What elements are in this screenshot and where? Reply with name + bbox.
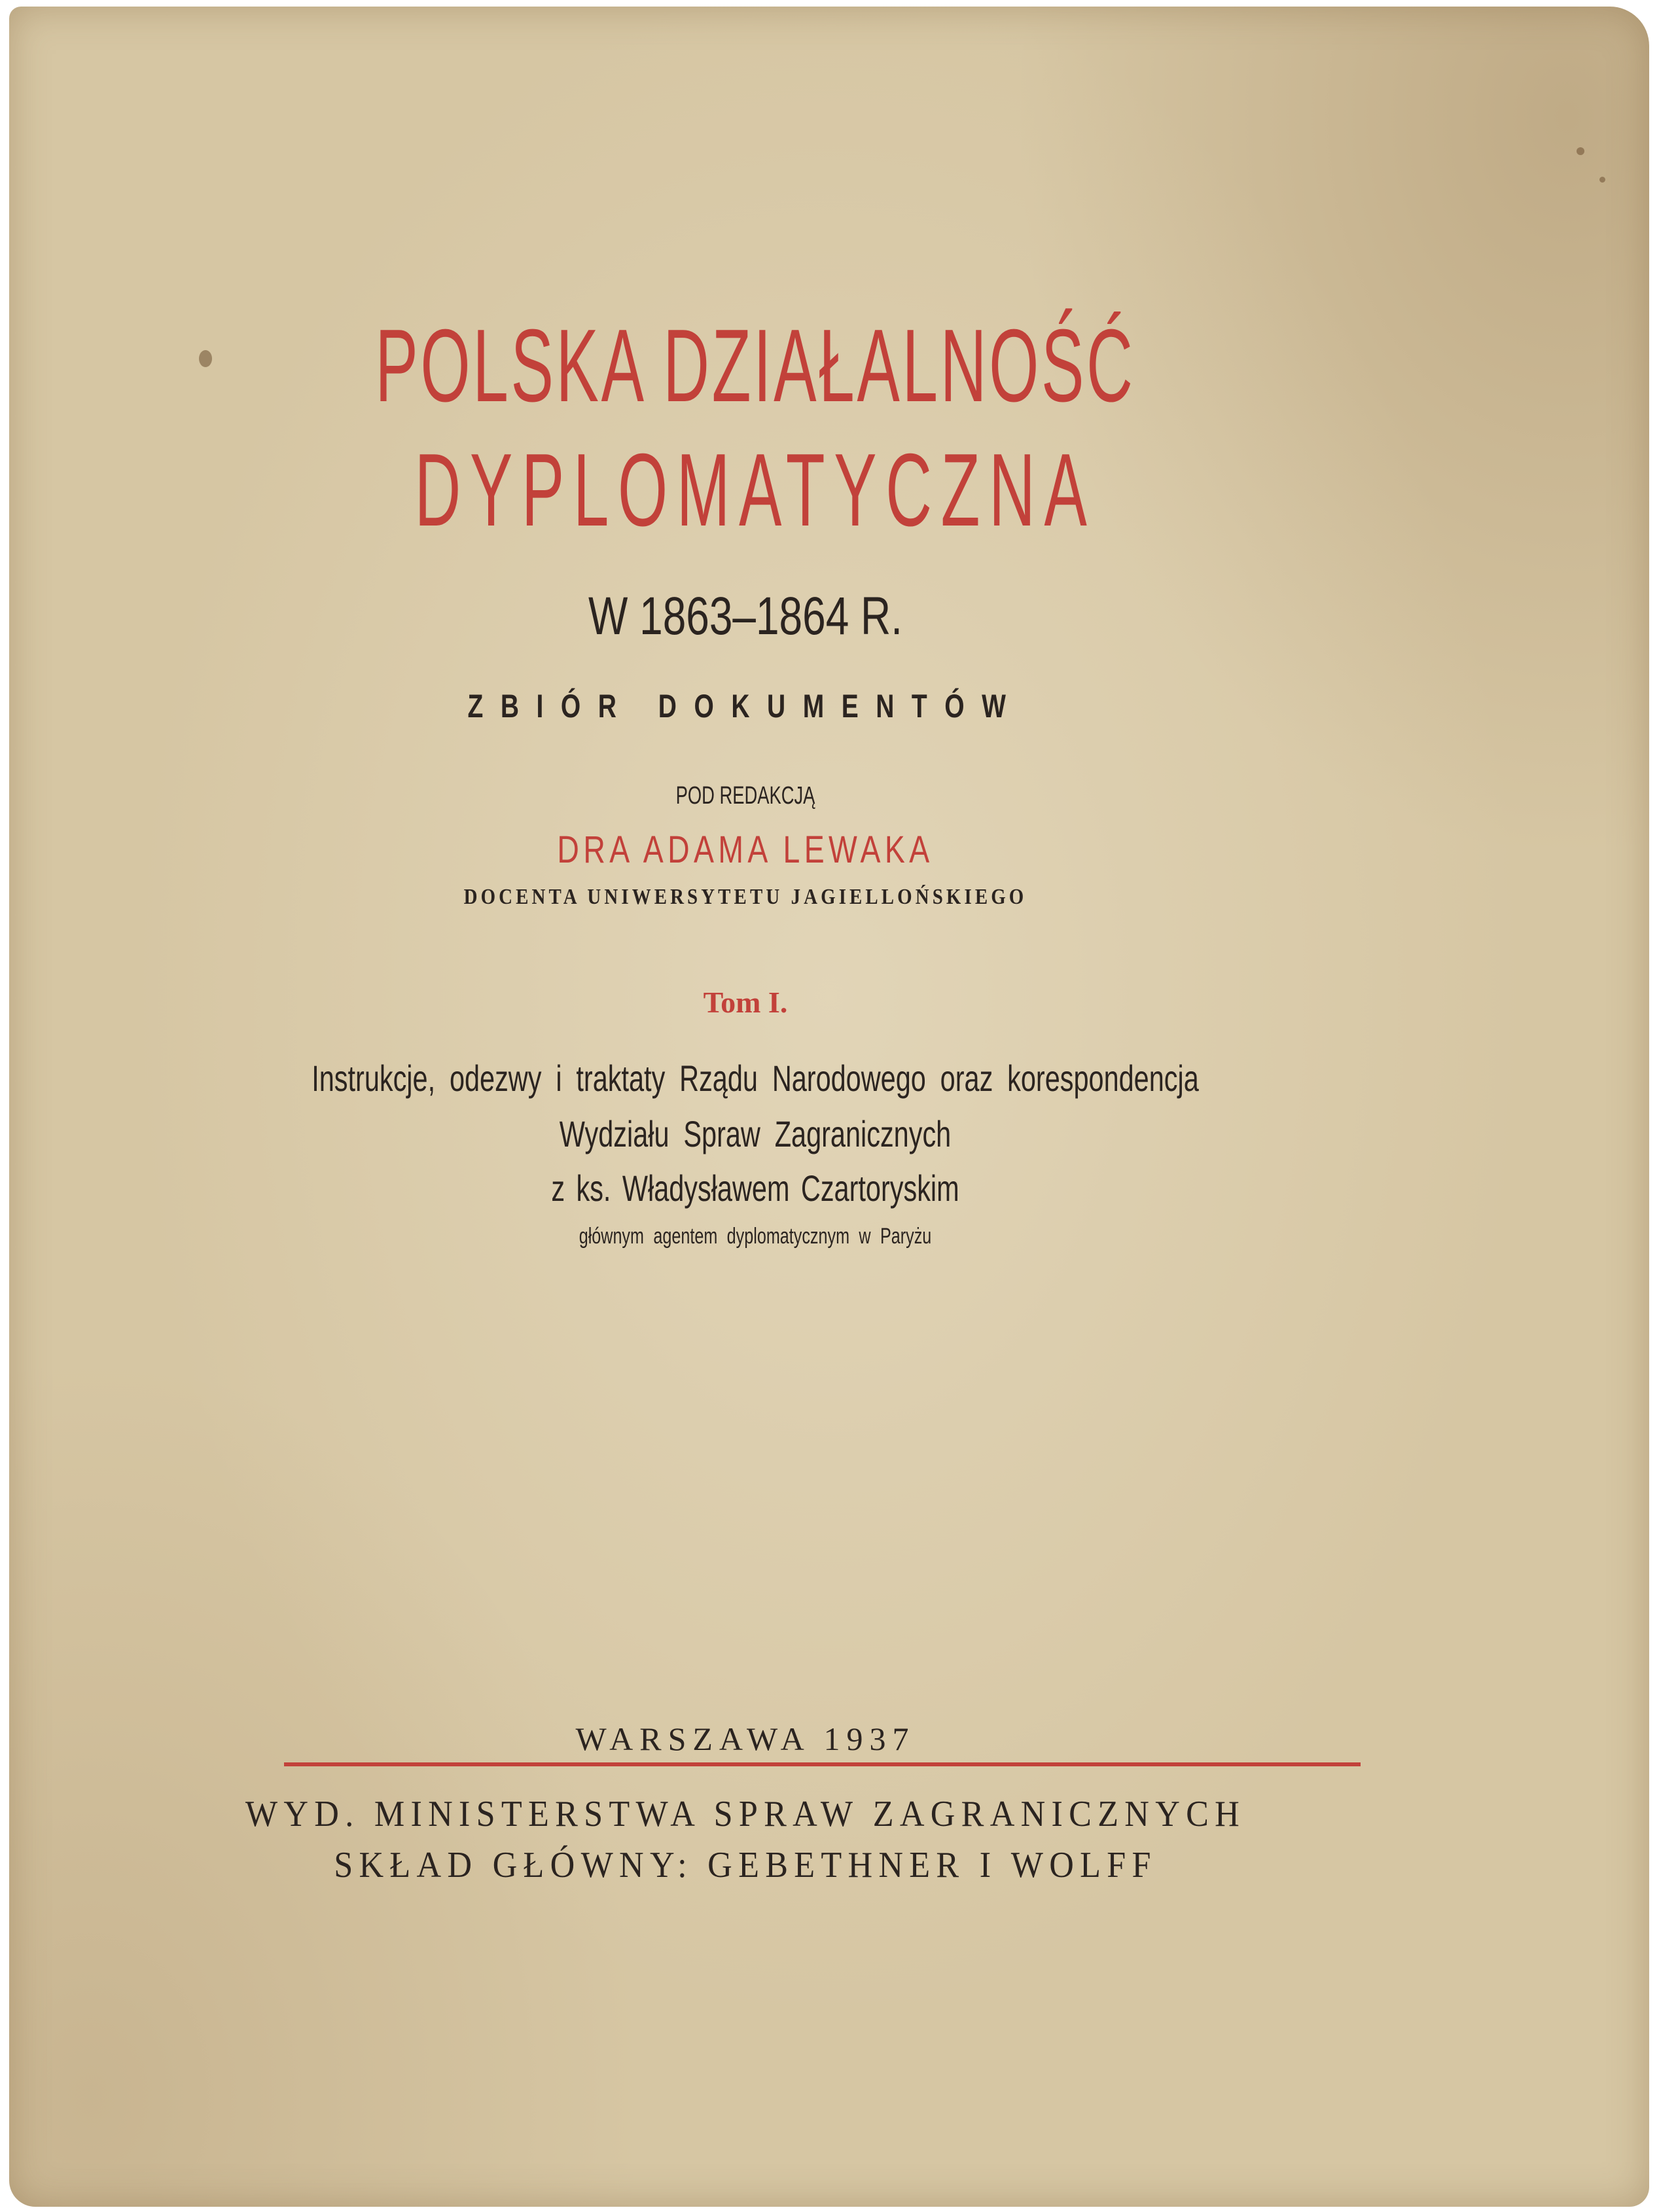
distributor: SKŁAD GŁÓWNY: GEBETHNER I WOLFF: [334, 1845, 1157, 1885]
title-line-1: POLSKA DZIAŁALNOŚĆ: [375, 308, 1135, 423]
description-line-2: Wydziału Spraw Zagranicznych: [559, 1113, 952, 1154]
editorship-label: POD REDAKCJĄ: [675, 782, 815, 810]
divider-rule: [284, 1762, 1361, 1766]
description-line-4: głównym agentem dyplomatycznym w Paryżu: [579, 1224, 932, 1249]
dates: W 1863–1864 R.: [588, 586, 903, 646]
title-line-2: DYPLOMATYCZNA: [414, 433, 1096, 548]
book-cover: [9, 7, 1649, 2207]
volume-label: Tom I.: [703, 986, 788, 1019]
description-line-1: Instrukcje, odezwy i traktaty Rządu Narodowego oraz korespondencja: [312, 1058, 1199, 1099]
ink-stain: [199, 350, 212, 367]
publisher: WYD. MINISTERSTWA SPRAW ZAGRANICZNYCH: [245, 1794, 1246, 1834]
place-year: WARSZAWA 1937: [575, 1721, 916, 1757]
ink-stain: [1599, 177, 1605, 183]
ink-stain: [1577, 147, 1584, 155]
subtitle: ZBIÓR DOKUMENTÓW: [467, 688, 1024, 724]
editor-name: DRA ADAMA LEWAKA: [557, 829, 934, 871]
description-line-3: z ks. Władysławem Czartoryskim: [551, 1168, 959, 1209]
editor-title: DOCENTA UNIWERSYTETU JAGIELLOŃSKIEGO: [463, 885, 1027, 909]
